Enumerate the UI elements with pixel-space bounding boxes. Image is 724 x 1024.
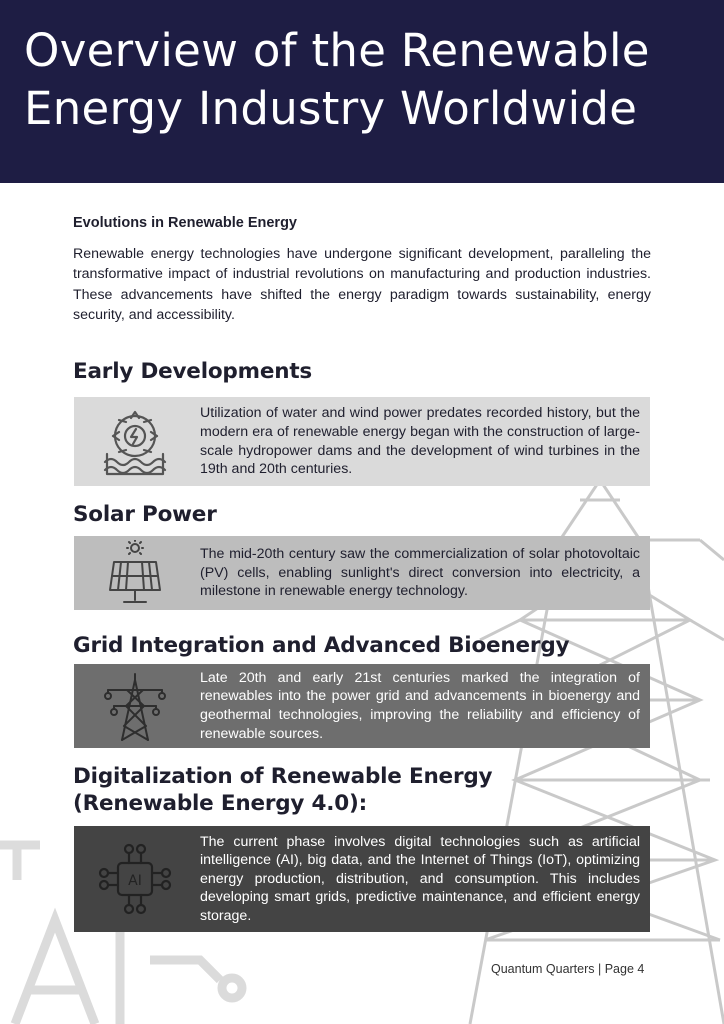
solar-panel-icon — [90, 536, 180, 610]
section-box-digitalization — [74, 826, 650, 932]
section-box-solar-power — [74, 536, 650, 610]
ai-chip-icon — [90, 826, 180, 932]
intro-heading: Evolutions in Renewable Energy — [73, 215, 297, 231]
section-text-early-developments: Utilization of water and wind power predates recorded history, but the modern era of renewable energy began with the construction of large-scale hydropower dams and the development of wind turbines in the 19th and 20th centuries. — [200, 405, 640, 478]
section-text-grid-integration: Late 20th and early 21st centuries marked the integration of renewables into the power grid and advancements in bioenergy and geothermal technologies, improving the reliability and efficiency of renewable sources. — [200, 669, 640, 742]
power-tower-icon — [90, 664, 180, 748]
svg-text:AI: AI — [128, 873, 142, 889]
section-title-grid-integration: Grid Integration and Advanced Bioenergy — [73, 633, 570, 658]
hydropower-icon — [90, 397, 180, 486]
intro-paragraph: Renewable energy technologies have undergone significant development, paralleling the transformative impact of industrial revolutions on manufacturing and production industries. These advancements have shifted the energy paradigm towards sustainability, energy security, and accessibility. — [73, 246, 651, 323]
section-text-solar-power: The mid-20th century saw the commercialization of solar photovoltaic (PV) cells, enabling sunlight's direct conversion into electricity, a milestone in renewable energy technology. — [200, 546, 640, 600]
section-box-grid-integration — [74, 664, 650, 748]
page-title: Overview of the Renewable Energy Industry Worldwide — [24, 24, 650, 135]
section-title-solar-power: Solar Power — [73, 502, 217, 527]
section-text-digitalization: The current phase involves digital technologies such as artificial intelligence (AI), big data, and the Internet of Things (IoT), optimizing energy production, distribution, and consumption. This includes developing smart grids, predictive maintenance, and efficient energy storage. — [200, 833, 640, 924]
section-box-early-developments — [74, 397, 650, 486]
section-title-early-developments: Early Developments — [73, 359, 312, 384]
section-title-digitalization: Digitalization of Renewable Energy (Renewable Energy 4.0): — [73, 764, 493, 816]
page-footer: Quantum Quarters | Page 4 — [491, 962, 645, 976]
